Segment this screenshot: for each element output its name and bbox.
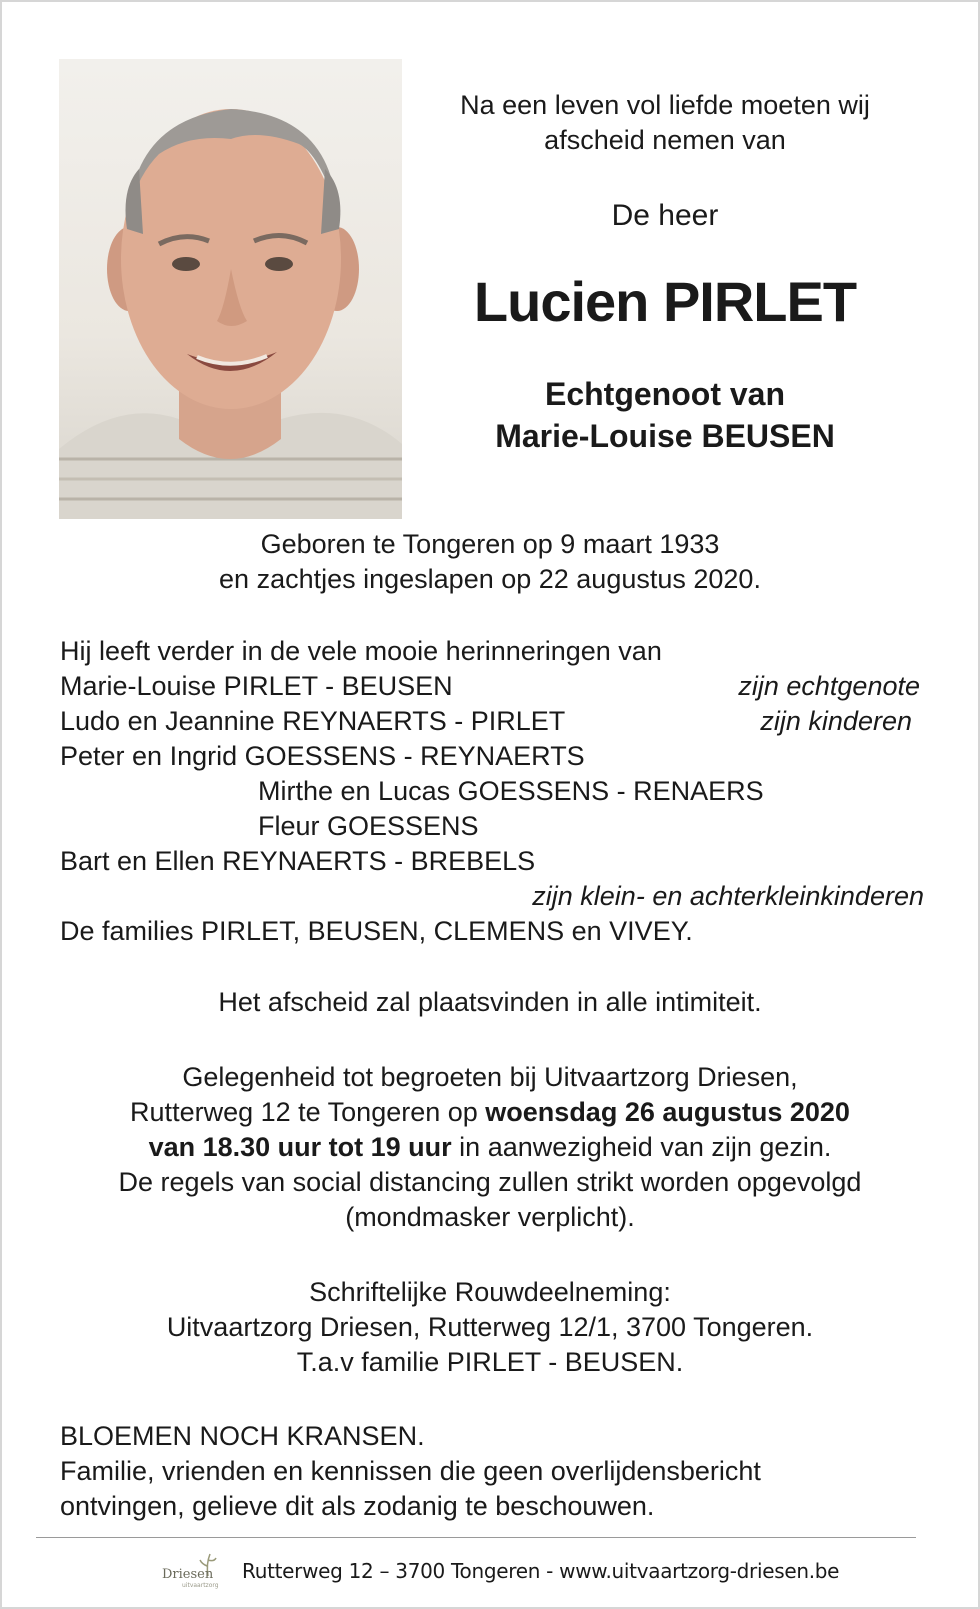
visitation-line-4: De regels van social distancing zullen strikt worden opgevolgd xyxy=(118,1167,862,1197)
footer-divider xyxy=(36,1537,916,1538)
deceased-name: Lucien PIRLET xyxy=(473,270,857,333)
notice-line-2: Familie, vrienden en kennissen die geen overlijdensbericht xyxy=(60,1456,761,1486)
family-member-name: Ludo en Jeannine REYNAERTS - PIRLET xyxy=(60,706,566,736)
family-row xyxy=(60,879,924,914)
condolence-line-1: Schriftelijke Rouwdeelneming: xyxy=(309,1277,671,1307)
family-relation: zijn echtgenote xyxy=(738,671,920,701)
funeral-home-logo xyxy=(160,1550,224,1590)
birth-line: Geboren te Tongeren op 9 maart 1933 xyxy=(260,529,720,559)
family-intro: Hij leeft verder in de vele mooie herinneringen van xyxy=(60,636,662,666)
family-member-name: De families PIRLET, BEUSEN, CLEMENS en VIVEY. xyxy=(60,916,693,946)
death-line: en zachtjes ingeslapen op 22 augustus 2020. xyxy=(219,564,761,594)
family-row xyxy=(258,809,918,844)
family-row xyxy=(60,704,920,739)
intro-line-2: afscheid nemen van xyxy=(544,125,786,155)
condolence-line-2: Uitvaartzorg Driesen, Rutterweg 12/1, 3700 Tongeren. xyxy=(166,1312,814,1342)
svg-text:uitvaartzorg: uitvaartzorg xyxy=(182,1582,219,1589)
family-member-name: Fleur GOESSENS xyxy=(258,811,479,841)
family-relation: zijn klein- en achterkleinkinderen xyxy=(532,881,924,911)
visitation-line-1: Gelegenheid tot begroeten bij Uitvaartzorg Driesen, xyxy=(182,1062,798,1092)
spouse-name: Marie-Louise BEUSEN xyxy=(495,418,835,454)
farewell-note: Het afscheid zal plaatsvinden in alle intimiteit. xyxy=(218,987,762,1017)
family-row xyxy=(60,914,920,949)
family-row xyxy=(258,774,918,809)
notice-line-1: BLOEMEN NOCH KRANSEN. xyxy=(60,1421,425,1451)
portrait-photo xyxy=(59,59,402,519)
family-row xyxy=(60,844,920,879)
visitation-line-2: Rutterweg 12 te Tongeren op woensdag 26 augustus 2020 xyxy=(130,1097,850,1127)
salutation: De heer xyxy=(611,199,719,232)
visitation-line-5: (mondmasker verplicht). xyxy=(345,1202,635,1232)
visitation-time: van 18.30 uur tot 19 uur xyxy=(148,1132,452,1162)
visitation-line-3: van 18.30 uur tot 19 uur in aanwezigheid van zijn gezin. xyxy=(148,1132,832,1162)
family-member-name: Marie-Louise PIRLET - BEUSEN xyxy=(60,671,453,701)
family-row xyxy=(60,739,920,774)
footer xyxy=(160,1550,860,1594)
footer-address: Rutterweg 12 – 3700 Tongeren - www.uitvaartzorg-driesen.be xyxy=(242,1559,840,1583)
visitation-date: woensdag 26 augustus 2020 xyxy=(485,1097,850,1127)
svg-text:Driesen: Driesen xyxy=(162,1567,214,1582)
condolence-line-3: T.a.v familie PIRLET - BEUSEN. xyxy=(296,1347,684,1377)
family-relation: zijn kinderen xyxy=(760,706,912,736)
family-member-name: Mirthe en Lucas GOESSENS - RENAERS xyxy=(258,776,764,806)
family-row xyxy=(60,669,920,704)
family-member-name: Bart en Ellen REYNAERTS - BREBELS xyxy=(60,846,536,876)
intro-line-1: Na een leven vol liefde moeten wij xyxy=(460,90,870,120)
notice-line-3: ontvingen, gelieve dit als zodanig te beschouwen. xyxy=(60,1491,655,1521)
family-member-name: Peter en Ingrid GOESSENS - REYNAERTS xyxy=(60,741,585,771)
spouse-label: Echtgenoot van xyxy=(544,376,785,412)
